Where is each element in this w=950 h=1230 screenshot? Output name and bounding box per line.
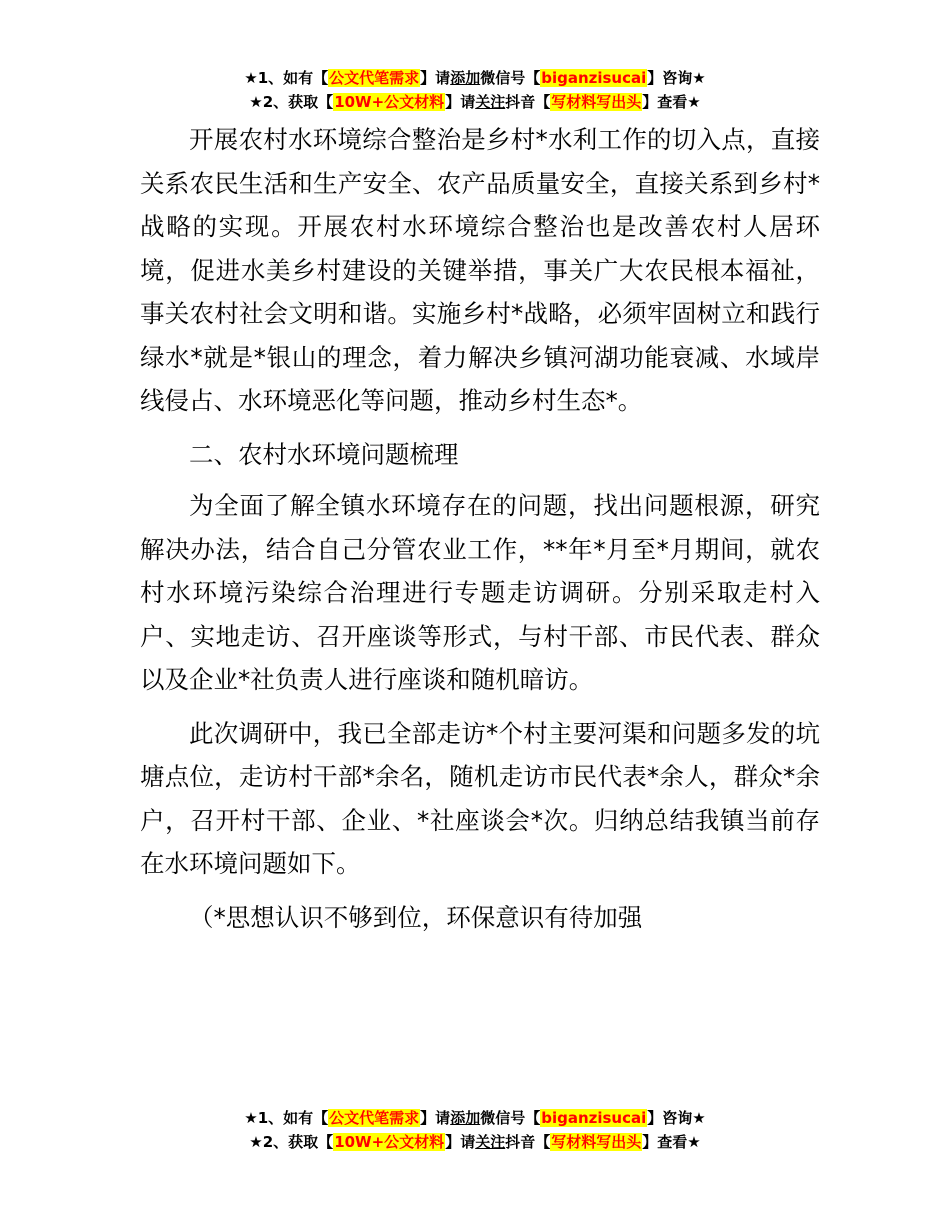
banner-line-2-middle: 】请 (445, 93, 476, 111)
footer-line-2-suffix: 】查看★ (642, 1133, 701, 1151)
paragraph-findings: 此次调研中，我已全部走访*个村主要河渠和问题多发的坑塘点位，走访村干部*余名，随机走访市民代表*余人，群众*余户，召开村干部、企业、*社座谈会*次。归纳总结我镇当前存在水环境问题如下。 (140, 718, 820, 878)
banner-line-1 (0, 66, 950, 90)
banner-line-2-emphasis: 关注 (475, 93, 506, 111)
footer-line-2-middle: 】请 (445, 1133, 476, 1151)
banner-line-2-suffix: 】查看★ (642, 93, 701, 111)
subheading-awareness: （*思想认识不够到位，环保意识有待加强 (189, 902, 643, 932)
footer-line-2-emphasis: 关注 (475, 1133, 506, 1151)
footer-line-2-highlight-materials: 10W+公文材料 (334, 1133, 445, 1151)
footer-banner (0, 1106, 950, 1154)
banner-line-2-middle-2: 抖音【 (505, 93, 551, 111)
footer-line-2-prefix: ★2、获取【 (249, 1133, 334, 1151)
footer-line-1-middle: 】请 (420, 1109, 451, 1127)
banner-line-2-highlight-douyin: 写材料写出头 (551, 93, 642, 111)
banner-line-1-highlight-service: 公文代笔需求 (329, 69, 420, 87)
footer-line-1-suffix: 】咨询★ (647, 1109, 706, 1127)
banner-line-2-prefix: ★2、获取【 (249, 93, 334, 111)
banner-line-1-highlight-wechat: biganzisucai (541, 69, 647, 87)
banner-line-1-prefix: ★1、如有【 (244, 69, 329, 87)
footer-line-2-highlight-douyin: 写材料写出头 (551, 1133, 642, 1151)
paragraph-intro: 开展农村水环境综合整治是乡村*水利工作的切入点，直接关系农民生活和生产安全、农产品质量安全，直接关系到乡村*战略的实现。开展农村水环境综合整治也是改善农村人居环境，促进水美乡村建设的关键举措，事关广大农民根本福祉，事关农村社会文明和谐。实施乡村*战略，必须牢固树立和践行绿水*就是*银山的理念，着力解决乡镇河湖功能衰减、水域岸线侵占、水环境恶化等问题，推动乡村生态*。 (140, 125, 820, 415)
footer-line-2 (0, 1130, 950, 1154)
header-banner (0, 66, 950, 114)
banner-line-2-highlight-materials: 10W+公文材料 (334, 93, 445, 111)
footer-line-1 (0, 1106, 950, 1130)
banner-line-1-emphasis: 添加 (450, 69, 481, 87)
footer-line-1-prefix: ★1、如有【 (244, 1109, 329, 1127)
banner-line-1-middle-2: 微信号【 (480, 69, 541, 87)
footer-line-1-middle-2: 微信号【 (480, 1109, 541, 1127)
footer-line-1-highlight-service: 公文代笔需求 (329, 1109, 420, 1127)
document-body (140, 118, 820, 949)
banner-line-1-suffix: 】咨询★ (647, 69, 706, 87)
banner-line-1-middle: 】请 (420, 69, 451, 87)
footer-line-2-middle-2: 抖音【 (505, 1133, 551, 1151)
paragraph-investigation: 为全面了解全镇水环境存在的问题，找出问题根源，研究解决办法，结合自己分管农业工作，**年*月至*月期间，就农村水环境污染综合治理进行专题走访调研。分别采取走村入户、实地走访、召开座谈等形式，与村干部、市民代表、群众以及企业*社负责人进行座谈和随机暗访。 (140, 491, 820, 694)
section-heading-2: 二、农村水环境问题梳理 (189, 439, 459, 469)
footer-line-1-highlight-wechat: biganzisucai (541, 1109, 647, 1127)
footer-line-1-emphasis: 添加 (450, 1109, 481, 1127)
banner-line-2 (0, 90, 950, 114)
